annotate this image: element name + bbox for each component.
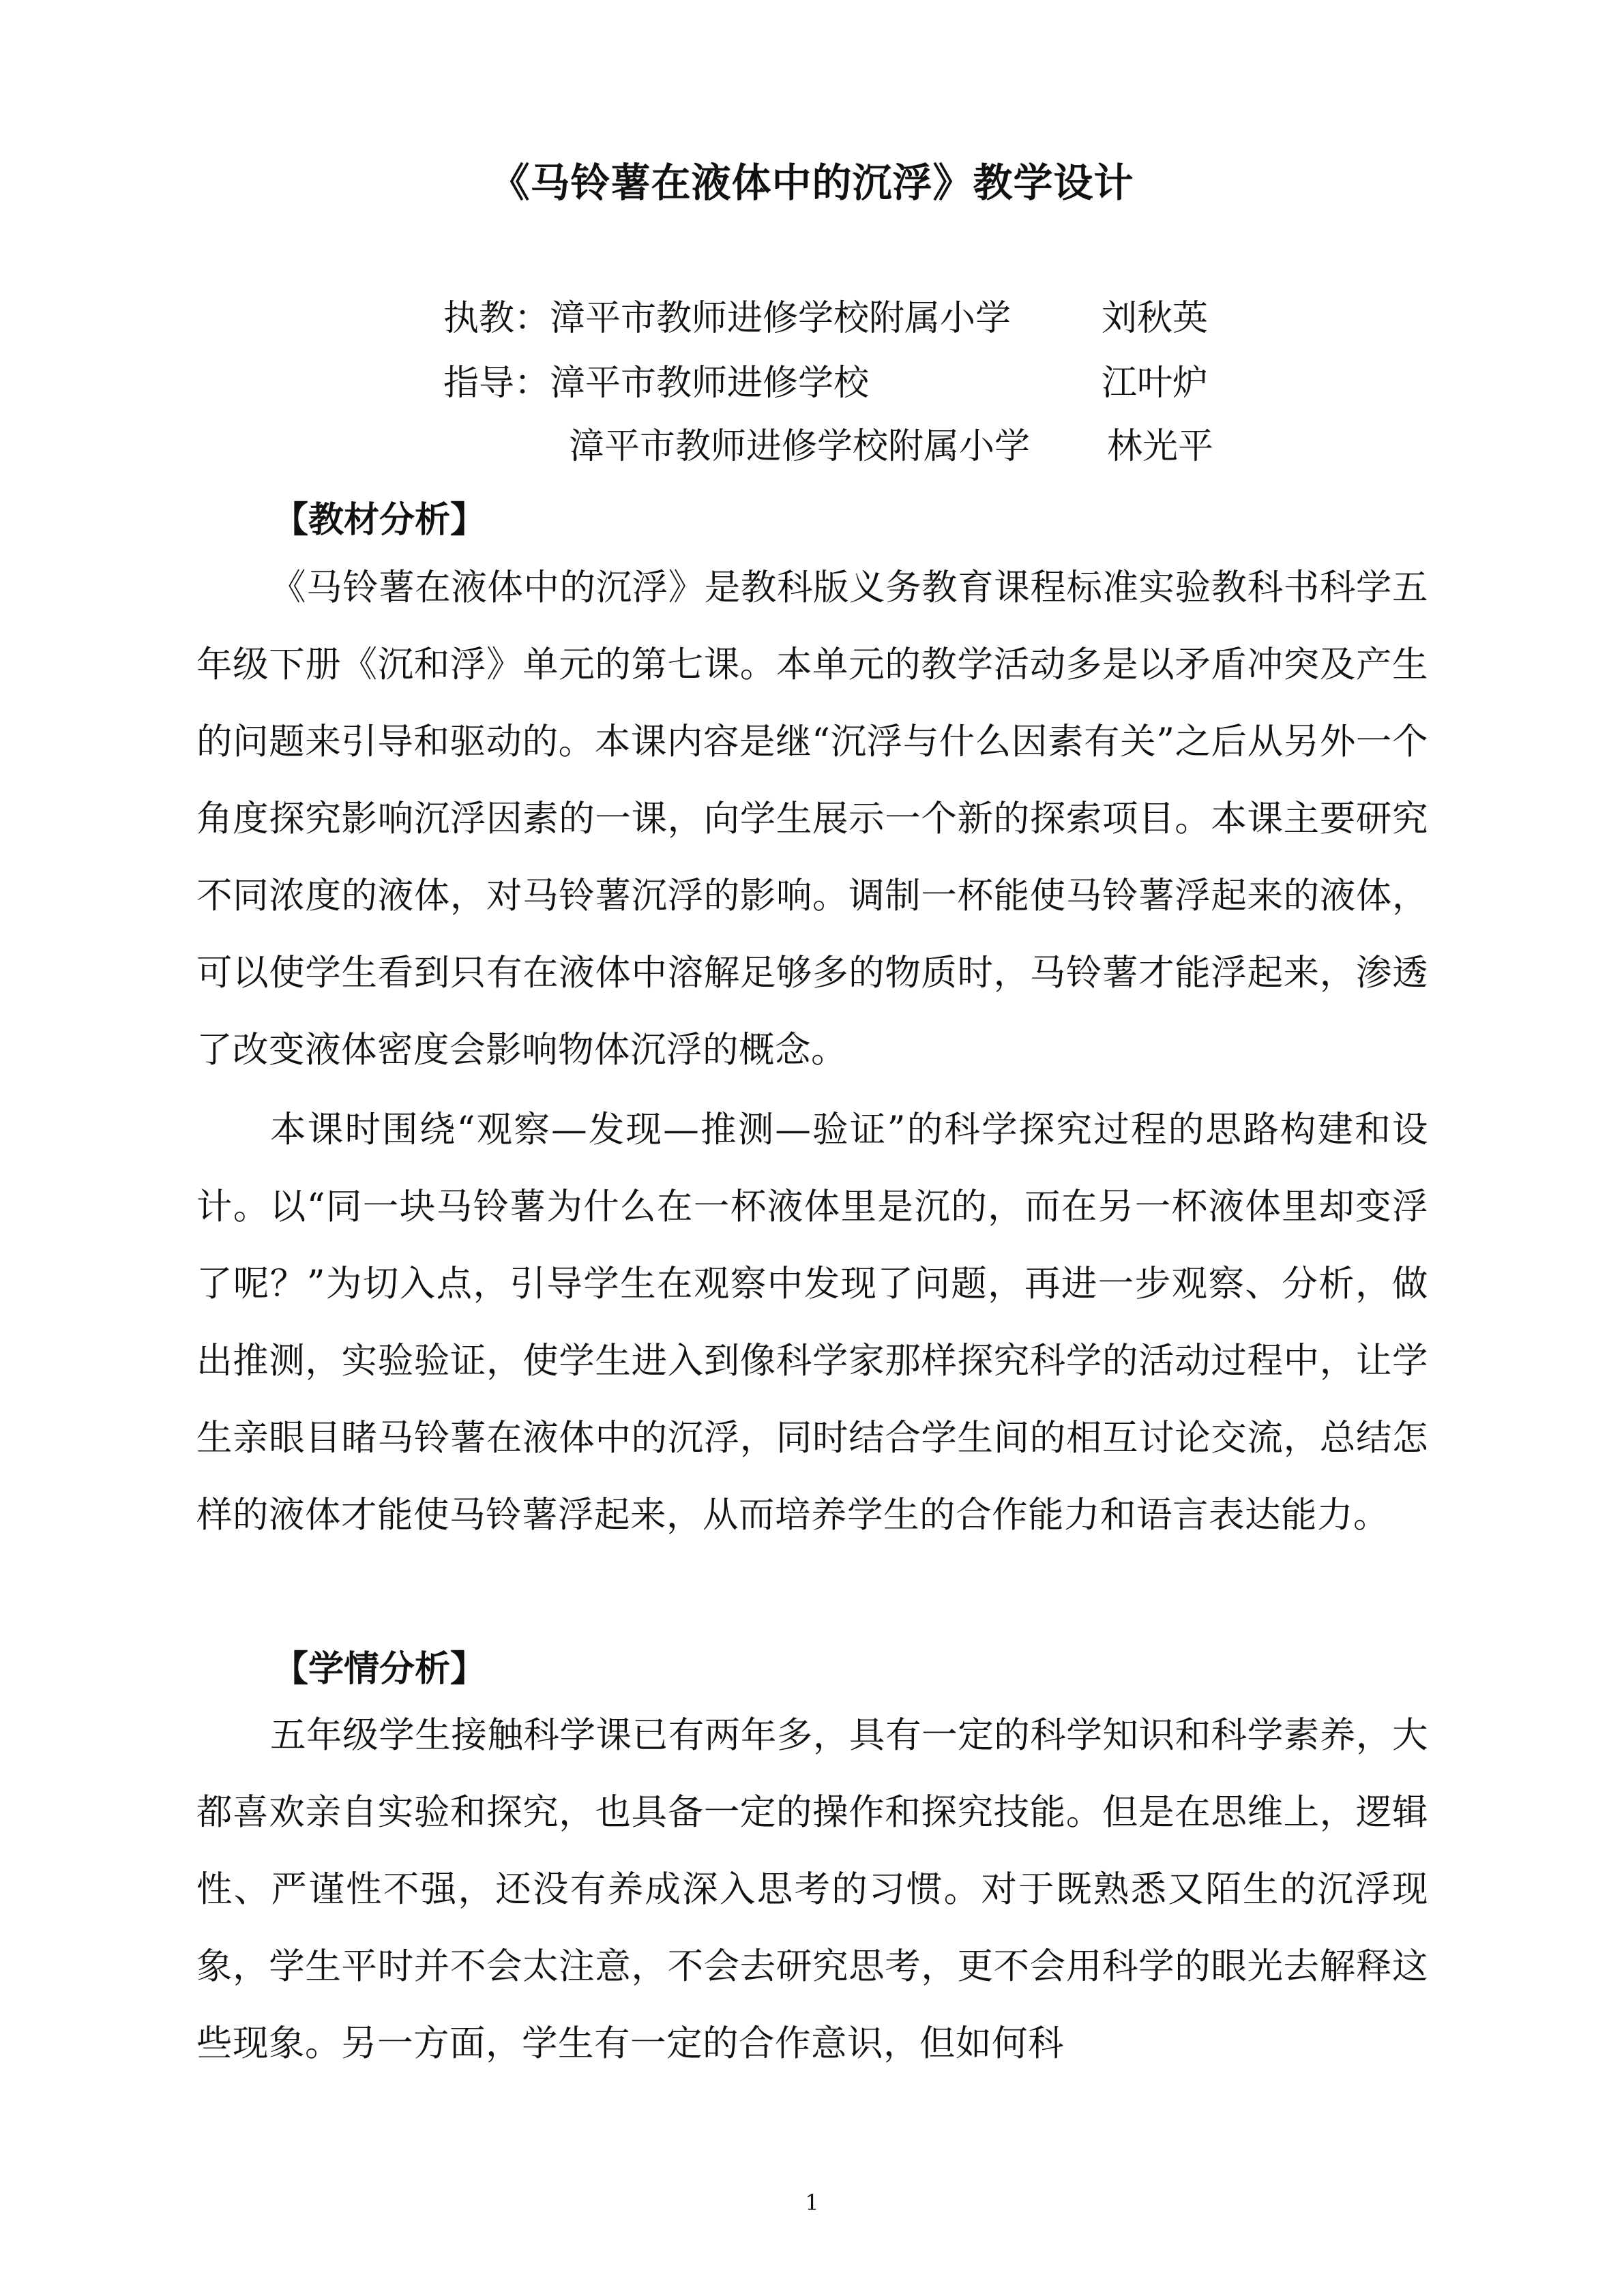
credit-org: 漳平市教师进修学校附属小学 [550,298,1012,339]
section-heading-textbook-analysis: 【教材分析】 [273,499,486,541]
page-number: 1 [805,2190,819,2216]
credit-org: 漳平市教师进修学校 [550,363,870,404]
paragraph: 五年级学生接触科学课已有两年多，具有一定的科学知识和科学素养，大都喜欢亲自实验和探究，也具备一定的操作和探究技能。但是在思维上，逻辑性、严谨性不强，还没有养成深入思考的习惯。对于既熟悉又陌生的沉浮现象，学生平时并不会太注意，不会去研究思考，更不会用科学的眼光去解释这些现象。另一方面，学生有一定的合作意识，但如何科 [196,1714,1428,2064]
document-title: 《马铃薯在液体中的沉浮》教学设计 [490,160,1134,206]
credit-line-advisor-2 [569,423,1030,471]
paragraph: 《马铃薯在液体中的沉浮》是教科版义务教育课程标准实验教科书科学五年级下册《沉和浮》单元的第七课。本单元的教学活动多是以矛盾冲突及产生的问题来引导和驱动的。本课内容是继“沉浮与什么因素有关”之后从另外一个角度探究影响沉浮因素的一课，向学生展示一个新的探索项目。本课主要研究不同浓度的液体，对马铃薯沉浮的影响。调制一杯能使马铃薯浮起来的液体，可以使学生看到只有在液体中溶解足够多的物质时，马铃薯才能浮起来，渗透了改变液体密度会影响物体沉浮的概念。 [196,567,1428,1071]
credit-line-teacher [443,295,1011,342]
credit-name: 刘秋英 [1102,298,1209,339]
credit-org: 漳平市教师进修学校附属小学 [569,426,1031,467]
credit-line-advisor [443,359,869,407]
paragraph: 本课时围绕“观察—发现—推测—验证”的科学探究过程的思路构建和设计。以“同一块马铃薯为什么在一杯液体里是沉的，而在另一杯液体里却变浮了呢？”为切入点，引导学生在观察中发现了问题，再进一步观察、分析，做出推测，实验验证，使学生进入到像科学家那样探究科学的活动过程中，让学生亲眼目睹马铃薯在液体中的沉浮，同时结合学生间的相互讨论交流，总结怎样的液体才能使马铃薯浮起来，从而培养学生的合作能力和语言表达能力。 [196,1109,1428,1536]
section-heading-learner-analysis: 【学情分析】 [273,1648,486,1690]
credit-name: 江叶炉 [1102,363,1209,404]
credit-name: 林光平 [1107,426,1214,467]
credit-role: 指导： [443,363,550,404]
credit-role: 执教： [443,298,550,339]
